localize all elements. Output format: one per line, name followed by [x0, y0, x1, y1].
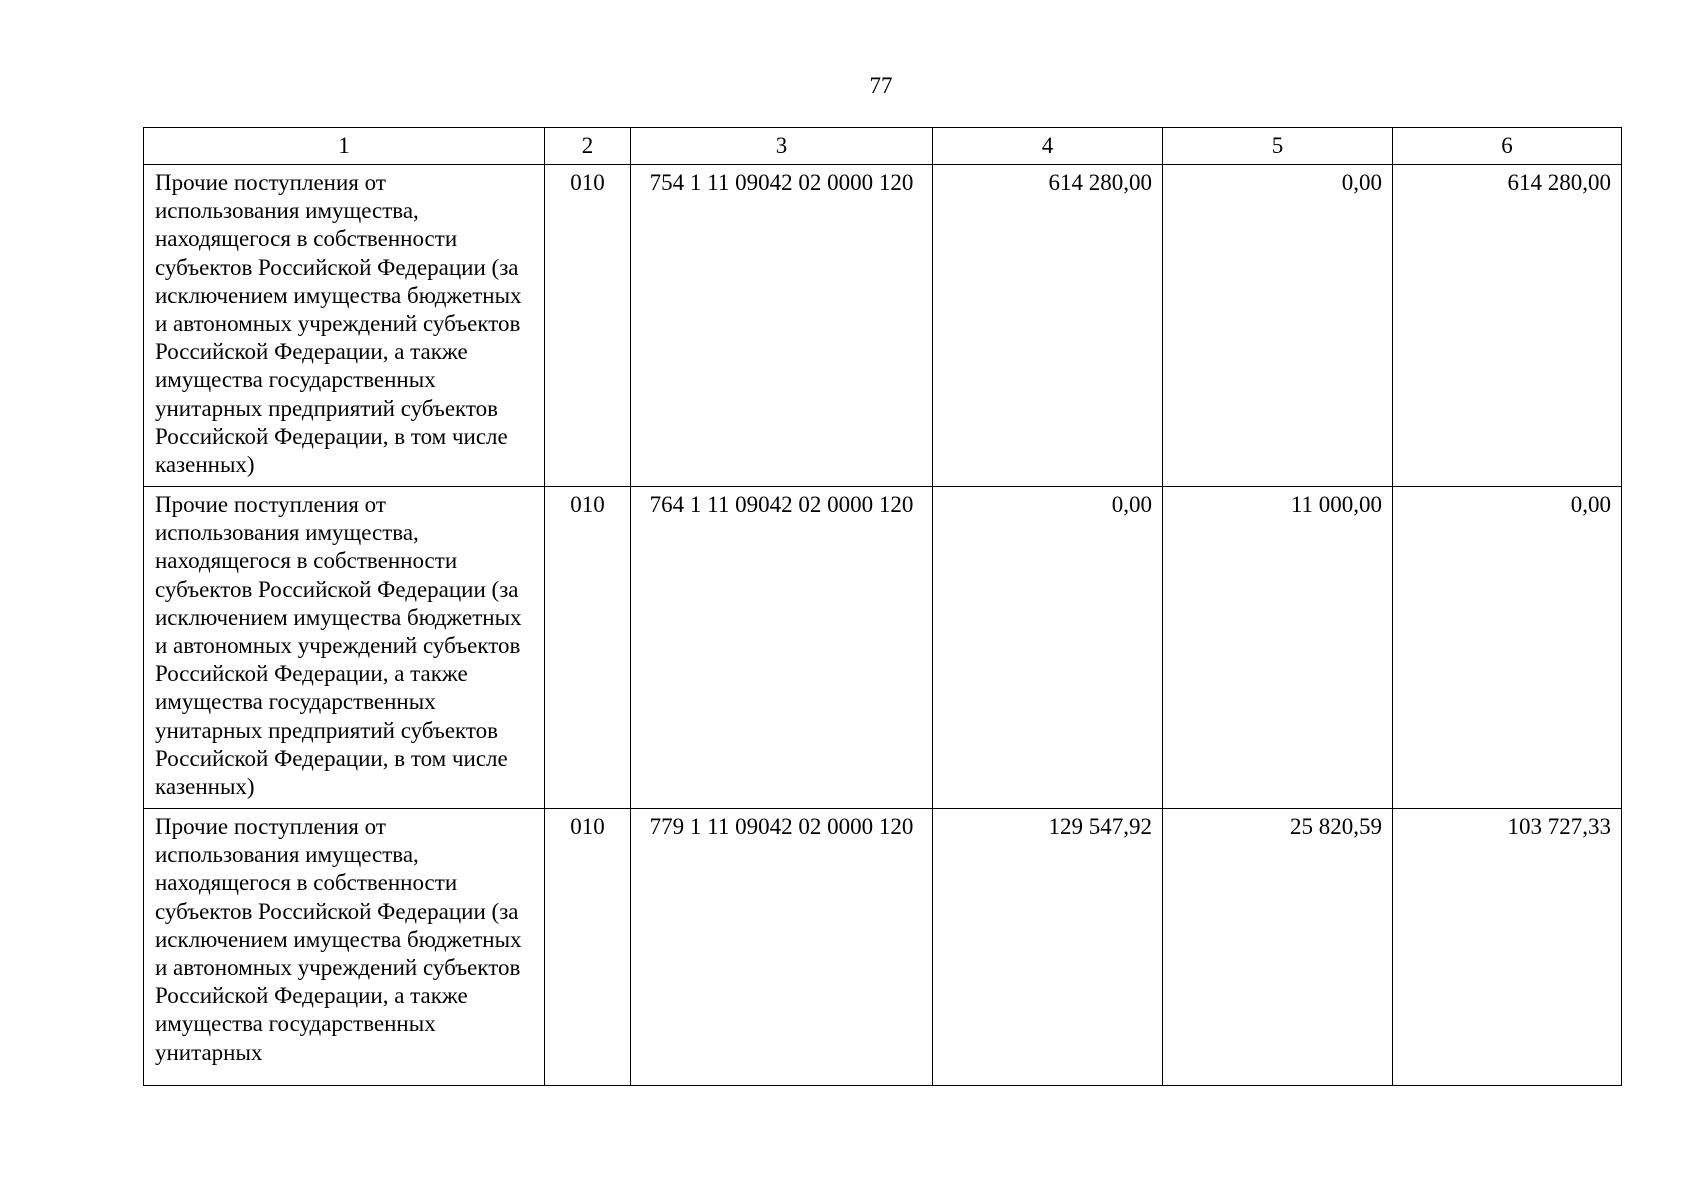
page-number: 77 [869, 73, 893, 98]
table-row [144, 165, 1622, 487]
column-header: 3 [631, 128, 933, 165]
column-header: 6 [1393, 128, 1622, 165]
table-row [144, 487, 1622, 809]
income-name-cell: Прочие поступления от использования имущества, находящегося в собственности субъектов Российской Федерации (за исключением имущества бюджетных и автономных учреждений субъектов Российской Федерации, а также имущества государственных унитарных [144, 809, 545, 1086]
line-code-cell: 010 [545, 165, 631, 487]
column-header: 1 [144, 128, 545, 165]
column-header: 4 [933, 128, 1163, 165]
amount-cell-col5: 11 000,00 [1163, 487, 1393, 809]
line-code-cell: 010 [545, 487, 631, 809]
amount-cell-col4: 129 547,92 [933, 809, 1163, 1086]
amount-cell-col6: 614 280,00 [1393, 165, 1622, 487]
table-header-row [144, 128, 1622, 165]
table-row [144, 809, 1622, 1086]
amount-cell-col5: 25 820,59 [1163, 809, 1393, 1086]
amount-cell-col4: 614 280,00 [933, 165, 1163, 487]
income-code-cell: 779 1 11 09042 02 0000 120 [631, 809, 933, 1086]
income-code-cell: 764 1 11 09042 02 0000 120 [631, 487, 933, 809]
income-name-cell: Прочие поступления от использования имущества, находящегося в собственности субъектов Российской Федерации (за исключением имущества бюджетных и автономных учреждений субъектов Российской Федерации, а также имущества государственных унитарных предприятий субъектов Российской Федерации, в том числе казенных) [144, 487, 545, 809]
column-header: 5 [1163, 128, 1393, 165]
income-code-cell: 754 1 11 09042 02 0000 120 [631, 165, 933, 487]
amount-cell-col5: 0,00 [1163, 165, 1393, 487]
income-table [143, 127, 1622, 1086]
column-header: 2 [545, 128, 631, 165]
amount-cell-col6: 103 727,33 [1393, 809, 1622, 1086]
line-code-cell: 010 [545, 809, 631, 1086]
amount-cell-col6: 0,00 [1393, 487, 1622, 809]
income-name-cell: Прочие поступления от использования имущества, находящегося в собственности субъектов Российской Федерации (за исключением имущества бюджетных и автономных учреждений субъектов Российской Федерации, а также имущества государственных унитарных предприятий субъектов Российской Федерации, в том числе казенных) [144, 165, 545, 487]
amount-cell-col4: 0,00 [933, 487, 1163, 809]
